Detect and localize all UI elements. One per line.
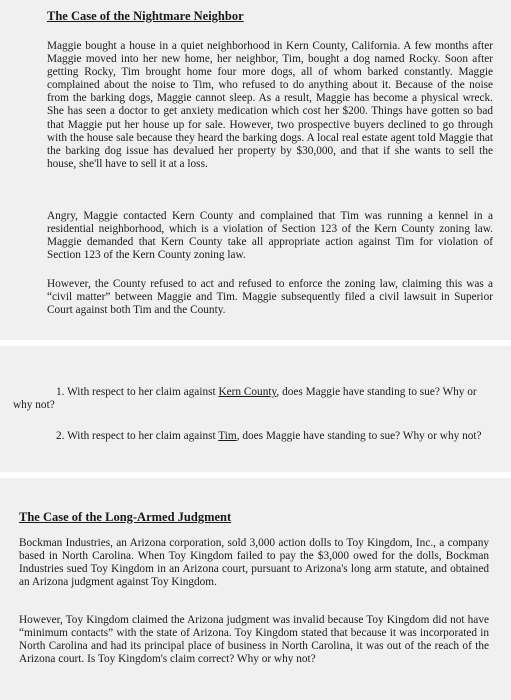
question-2-text-after: , does Maggie have standing to sue? Why or why not?: [236, 430, 482, 442]
case1-paragraph-3: However, the County refused to act and refused to enforce the zoning law, claiming this was a “civil matter” between Maggie and Tim. Maggie subsequently filed a civil lawsuit in Superior Court against both Tim and the County.: [47, 278, 493, 317]
case2-title: The Case of the Long-Armed Judgment: [19, 510, 232, 524]
question-2: [13, 430, 491, 443]
question-2-text-before: 2. With respect to her claim against: [56, 430, 219, 442]
case-long-armed-judgment-panel: [0, 478, 511, 700]
question-2-underlined-party: Tim: [218, 430, 237, 442]
case1-paragraph-1: Maggie bought a house in a quiet neighborhood in Kern County, California. A few months after Maggie moved into her new home, her neighbor, Tim, bought a dog named Rocky. Soon after getting Rocky, Tim brought home four more dogs, all of whom barked constantly. Maggie complained about the noise to Tim, who refused to do anything about it. Because of the noise from the barking dogs, Maggie cannot sleep. As a result, Maggie has become a physical wreck. She has seen a doctor to get anxiety medication which cost her $200. Things have gotten so bad that Maggie put her house up for sale. However, two prospective buyers declined to go through with the house sale because they heard the barking dogs. A local real estate agent told Maggie that the barking dog issue has devalued her property by $30,000, and that if she wants to sell the house, she'll have to sell it at a loss.: [47, 40, 493, 170]
case1-paragraph-2: Angry, Maggie contacted Kern County and complained that Tim was running a kennel in a residential neighborhood, which is a violation of Section 123 of the Kern County zoning law. Maggie demanded that Kern County take all appropriate action against Tim for violation of Section 123 of the Kern County zoning law.: [47, 210, 493, 262]
question-1-text-before: 1. With respect to her claim against: [56, 386, 219, 398]
case2-paragraph-2: However, Toy Kingdom claimed the Arizona judgment was invalid because Toy Kingdom did not have “minimum contacts” with the state of Arizona. Toy Kingdom stated that because it was incorporated in North Carolina and had its principal place of business in North Carolina, it was out of the reach of the Arizona court. Is Toy Kingdom's claim correct? Why or why not?: [19, 614, 489, 666]
case-nightmare-neighbor-panel: [0, 0, 511, 340]
question-1: [13, 386, 491, 412]
case2-paragraph-1: Bockman Industries, an Arizona corporation, sold 3,000 action dolls to Toy Kingdom, Inc., a company based in North Carolina. When Toy Kingdom failed to pay the $3,000 owed for the dolls, Bockman Industries sued Toy Kingdom in an Arizona court, pursuant to Arizona's long arm statute, and obtained an Arizona judgment against Toy Kingdom.: [19, 537, 489, 589]
case1-title: The Case of the Nightmare Neighbor: [47, 9, 244, 23]
questions-panel: [0, 346, 511, 472]
question-1-text-after: , does Maggie have standing to sue? Why or why not?: [13, 386, 477, 412]
question-1-underlined-party: Kern County: [218, 386, 277, 398]
